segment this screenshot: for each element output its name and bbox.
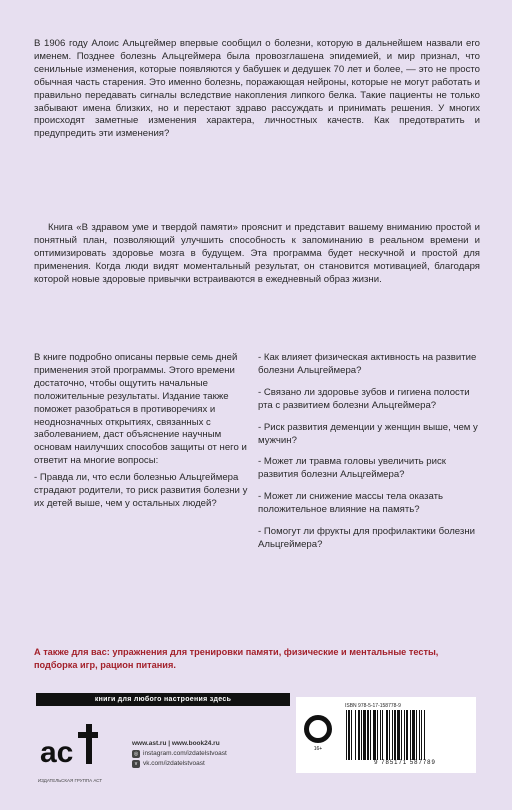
publisher-caption: ИЗДАТЕЛЬСКАЯ ГРУППА АСТ <box>37 778 103 783</box>
age-rating-circle-icon <box>304 715 332 743</box>
question-fruits: - Помогут ли фрукты для профилактики болезни Альцгеймера? <box>258 526 480 552</box>
vk-handle: vk.com/izdatelstvoast <box>143 760 205 767</box>
barcode-icon <box>345 710 469 760</box>
slogan-banner: книги для любого настроения здесь <box>36 693 290 706</box>
also-for-you-note: А также для вас: упражнения для тренировки памяти, физические и ментальные тесты, подборка игр, рацион питания. <box>34 647 439 670</box>
question-weight-loss: - Может ли снижение массы тела оказать положительное влияние на память? <box>258 491 480 517</box>
instagram-handle: instagram.com/izdatelstvoast <box>143 750 227 757</box>
left-column-text: В книге подробно описаны первые семь дней применения этой программы. Этого времени достаточно, чтобы ощутить начальные положительные результаты. Издание также поможет разобраться в противоречиях и неоднозначных открытиях, связанных с заболеванием, даст объяснение научным основам наилучших способов защиты от него и ответит на многие вопросы: <box>34 352 247 467</box>
vk-icon: v <box>132 760 140 768</box>
question-women-risk: - Риск развития деменции у женщин выше, чем у мужчин? <box>258 422 480 448</box>
age-rating-label: 16+ <box>313 746 323 752</box>
book-description-paragraph: Книга «В здравом уме и твердой памяти» прояснит и представит вашему вниманию простой и понятный план, позволяющий улучшить способность к запоминанию в реальном времени и оптимизировать здоровье мозга в будущем. Эта программа будет нескучной и простой для применения. Когда люди видят моментальный результат, он становится мотивацией, благодаря которой новые здоровые привычки встраиваются в ежедневный образ жизни. <box>34 222 480 285</box>
right-column <box>258 352 480 561</box>
isbn-text: ISBN 978-5-17-158778-9 <box>345 703 401 709</box>
barcode-number: 9 785171 587789 <box>374 760 436 766</box>
question-head-injury: - Может ли травма головы увеличить риск развития болезни Альцгеймера? <box>258 456 480 482</box>
question-physical-activity: - Как влияет физическая активность на развитие болезни Альцгеймера? <box>258 352 480 378</box>
instagram-icon: ◎ <box>133 751 139 757</box>
instagram-link[interactable] <box>132 749 292 759</box>
publisher-websites[interactable]: www.ast.ru | www.book24.ru <box>132 740 220 747</box>
question-oral-health: - Связано ли здоровье зубов и гигиена полости рта с развитием болезни Альцгеймера? <box>258 387 480 413</box>
publisher-links <box>132 739 292 769</box>
left-column <box>34 352 252 515</box>
intro-paragraph: В 1906 году Алоис Альцгеймер впервые сообщил о болезни, которую в дальнейшем назвали его именем. Позднее болезнь Альцгеймера была провозглашена эпидемией, и мир признал, что сенильные изменения, которые появляются у бабушек и дедушек 70 лет и более, — это не просто обычная часть старения. Это именно болезнь, поражающая нейроны, которые не могут работать и правильно передавать сигналы вследствие накопления липкого белка. Такие пациенты не только забывают имена близких, но и перестают здраво рассуждать и принимать решения. У многих происходят заметные изменения характера, личностных качеств. Как предотвратить и предупредить эти изменения? <box>34 38 480 140</box>
svg-text:ас: ас <box>40 736 74 769</box>
vk-link[interactable] <box>132 759 292 769</box>
ast-logo-icon <box>38 722 100 774</box>
question-heredity: - Правда ли, что если болезнью Альцгеймера страдают родители, то риск развития болезни у их детей выше, чем у остальных людей? <box>34 472 252 511</box>
